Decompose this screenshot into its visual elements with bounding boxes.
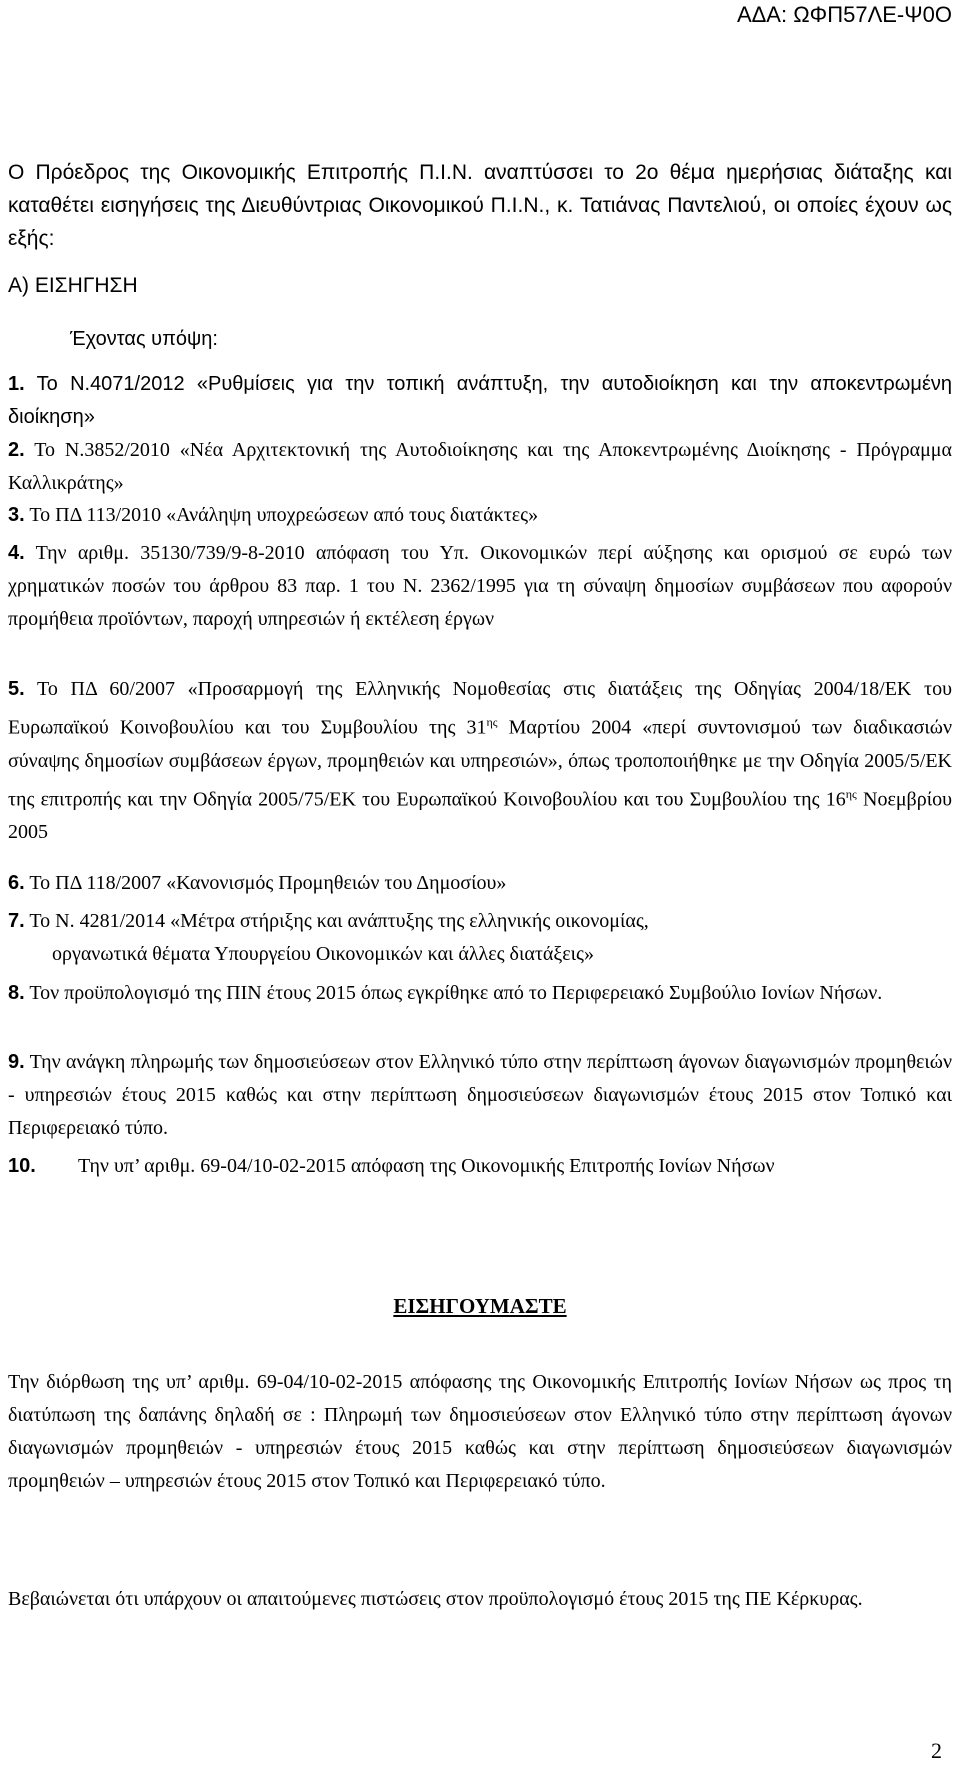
item-number: 6.	[8, 872, 25, 894]
item-number: 2.	[8, 439, 25, 461]
list-item-5	[8, 673, 952, 849]
intro-paragraph: Ο Πρόεδρος της Οικονομικής Επιτροπής Π.Ι.Ν. αναπτύσσει το 2ο θέμα ημερήσιας διάταξης και καταθέτει εισηγήσεις της Διευθύντριας Οικονομικού Π.Ι.Ν., κ. Τατιάνας Παντελιού, οι οποίες έχουν ως εξής:	[8, 161, 952, 250]
item-text: Το Ν.3852/2010 «Νέα Αρχιτεκτονική της Αυτοδιοίκησης και της Αποκεντρωμένης Διοίκησης - Πρόγραμμα Καλλικράτης»	[8, 439, 952, 494]
ordinal-suffix: ης	[486, 715, 498, 729]
item-text: Την υπ’ αριθμ. 69-04/10-02-2015 απόφαση της Οικονομικής Επιτροπής Ιονίων Νήσων	[78, 1155, 775, 1177]
having-regard-label: Έχοντας υπόψη:	[70, 328, 218, 350]
ada-code: ΑΔΑ: ΩΦΠ57ΛΕ-Ψ0Ο	[736, 2, 952, 27]
item-text-continued: Μαρτίου 2004 «περί συντονισμού των διαδικασιών σύναψης δημοσίων συμβάσεων έργων, προμηθειών και υπηρεσιών», όπως τροποποιήθηκε με την Οδηγία 2005/5/ΕΚ της επιτροπής και την Οδηγία 2005/75/ΕΚ του Ευρωπαϊκού Κοινοβουλίου και του Συμβουλίου της 16	[8, 716, 952, 811]
page-number: 2	[931, 1738, 942, 1763]
item-text-end: Νοεμβρίου 2005	[8, 788, 952, 844]
list-item-8	[8, 977, 952, 1010]
list-item-7	[8, 905, 952, 971]
list-item-10	[8, 1150, 952, 1183]
item-number: 7.	[8, 910, 25, 932]
list-item-3	[8, 499, 952, 532]
section-a-title: Α) ΕΙΣΗΓΗΣΗ	[8, 274, 138, 297]
item-text: Το Ν. 4281/2014 «Μέτρα στήριξης και ανάπτυξης της ελληνικής οικονομίας,	[29, 910, 649, 932]
item-number: 1.	[8, 373, 25, 395]
list-item-6	[8, 867, 952, 900]
list-item-1	[8, 368, 952, 434]
item-number: 4.	[8, 542, 25, 564]
proposal-paragraph: Την διόρθωση της υπ’ αριθμ. 69-04/10-02-2015 απόφασης της Οικονομικής Επιτροπής Ιονίων Νήσων ως προς τη διατύπωση της δαπάνης δηλαδή σε : Πληρωμή των δημοσιεύσεων στον Ελληνικό τύπο στην περίπτωση άγονων διαγωνισμών προμηθειών - υπηρεσιών έτους 2015 καθώς και στην περίπτωση δημοσιεύσεων διαγωνισμών προμηθειών – υπηρεσιών έτους 2015 στον Τοπικό και Περιφερειακό τύπο.	[8, 1371, 952, 1492]
ordinal-suffix: ης	[845, 786, 857, 801]
list-item-2	[8, 434, 952, 500]
proposal-heading: ΕΙΣΗΓΟΥΜΑΣΤΕ	[393, 1294, 567, 1318]
item-number: 9.	[8, 1051, 25, 1073]
item-number: 10.	[8, 1155, 36, 1177]
item-number: 8.	[8, 982, 25, 1004]
item-text: Το Ν.4071/2012 «Ρυθμίσεις για την τοπική ανάπτυξη, την αυτοδιοίκηση και την αποκεντρωμένη διοίκηση»	[8, 373, 952, 428]
certification-paragraph: Βεβαιώνεται ότι υπάρχουν οι απαιτούμενες πιστώσεις στον προϋπολογισμό έτους 2015 της ΠΕ Κέρκυρας.	[8, 1588, 863, 1610]
item-text: Την ανάγκη πληρωμής των δημοσιεύσεων στον Ελληνικό τύπο στην περίπτωση άγονων διαγωνισμών προμηθειών - υπηρεσιών έτους 2015 καθώς και στην περίπτωση δημοσιεύσεων διαγωνισμών έτους 2015 στον Τοπικό και Περιφερειακό τύπο.	[8, 1051, 953, 1139]
list-item-9	[8, 1046, 952, 1145]
item-number: 5.	[8, 678, 25, 700]
item-text: Τον προϋπολογισμό της ΠΙΝ έτους 2015 όπως εγκρίθηκε από το Περιφερειακό Συμβούλιο Ιονίων Νήσων.	[29, 982, 883, 1004]
list-item-4	[8, 537, 952, 636]
item-text: Το ΠΔ 118/2007 «Κανονισμός Προμηθειών του Δημοσίου»	[29, 872, 507, 894]
item-text: Το ΠΔ 60/2007 «Προσαρμογή της Ελληνικής Νομοθεσίας στις διατάξεις της Οδηγίας 2004/18/ΕΚ του Ευρωπαϊκού Κοινοβουλίου και του Συμβουλίου της 31	[8, 678, 952, 739]
item-text: Το ΠΔ 113/2010 «Ανάληψη υποχρεώσεων από τους διατάκτες»	[29, 504, 539, 526]
item-text-line2: οργανωτικά θέματα Υπουργείου Οικονομικών και άλλες διατάξεις»	[52, 943, 594, 965]
item-number: 3.	[8, 504, 25, 526]
item-text: Την αριθμ. 35130/739/9-8-2010 απόφαση του Υπ. Οικονομικών περί αύξησης και ορισμού σε ευρώ των χρηματικών ποσών του άρθρου 83 παρ. 1 του Ν. 2362/1995 για τη σύναψη δημοσίων συμβάσεων που αφορούν προμήθεια προϊόντων, παροχή υπηρεσιών ή εκτέλεση έργων	[8, 542, 952, 630]
